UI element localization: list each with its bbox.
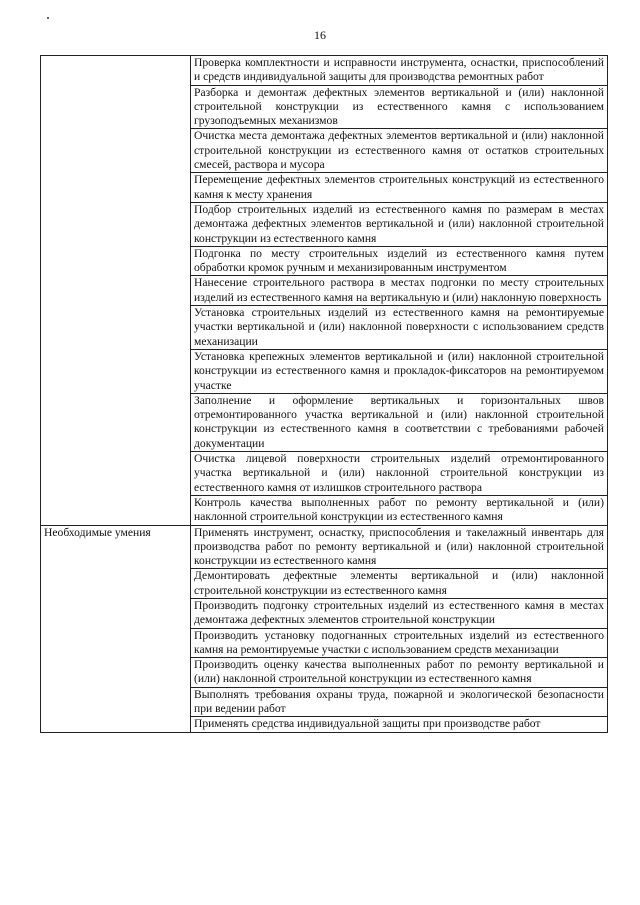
table-row: [41, 525, 608, 569]
labor-action: Заполнение и оформление вертикальных и горизонтальных швов отремонтированного участка вертикальной и (или) наклонной строительной конструкции из естественного камня в соответствии с требованиями рабочей документации: [191, 393, 608, 451]
section-label: [41, 56, 191, 526]
labor-action: Разборка и демонтаж дефектных элементов вертикальной и (или) наклонной строительной конструкции из естественного камня с использованием грузоподъемных механизмов: [191, 85, 608, 129]
labor-action: Подбор строительных изделий из естественного камня по размерам в местах демонтажа дефектных элементов вертикальной и (или) наклонной строительной конструкции из естественного камня: [191, 202, 608, 246]
labor-action: Установка крепежных элементов вертикальной и (или) наклонной строительной конструкции из естественного камня и прокладок-фиксаторов на ремонтируемом участке: [191, 349, 608, 393]
required-skill: Производить оценку качества выполненных работ по ремонту вертикальной и (или) наклонной строительной конструкции из естественного камня: [191, 658, 608, 688]
labor-action: Проверка комплектности и исправности инструмента, оснастки, приспособлений и средств индивидуальной защиты для производства ремонтных работ: [191, 56, 608, 86]
required-skill: Производить установку подогнанных строительных изделий из естественного камня на ремонтируемые участки с использованием средств механизации: [191, 628, 608, 658]
required-skill: Выполнять требования охраны труда, пожарной и экологической безопасности при ведении работ: [191, 687, 608, 717]
section-label-required-skills: Необходимые умения: [41, 525, 191, 732]
labor-action: Перемещение дефектных элементов строительных конструкций из естественного камня к месту хранения: [191, 173, 608, 203]
page-number: 16: [314, 28, 326, 42]
scan-speck: [47, 17, 49, 19]
required-skill: Производить подгонку строительных изделий из естественного камня в местах демонтажа дефектных элементов строительной конструкции: [191, 598, 608, 628]
required-skill: Применять средства индивидуальной защиты при производстве работ: [191, 717, 608, 732]
labor-action: Очистка места демонтажа дефектных элементов вертикальной и (или) наклонной строительной конструкции из естественного камня от остатков строительных смесей, раствора и мусора: [191, 129, 608, 173]
labor-action: Нанесение строительного раствора в местах подгонки по месту строительных изделий из естественного камня на вертикальную и (или) наклонную поверхность: [191, 276, 608, 306]
competency-table: [40, 55, 608, 733]
labor-action: Подгонка по месту строительных изделий из естественного камня путем обработки кромок ручным и механизированным инструментом: [191, 246, 608, 276]
required-skill: Применять инструмент, оснастку, приспособления и такелажный инвентарь для производства работ по ремонту вертикальной и (или) наклонной строительной конструкции из естественного камня: [191, 525, 608, 569]
labor-action: Установка строительных изделий из естественного камня на ремонтируемые участки вертикальной и (или) наклонной поверхности с использованием средств механизации: [191, 306, 608, 350]
table-row: [41, 56, 608, 86]
labor-action: Очистка лицевой поверхности строительных изделий отремонтированного участка вертикальной и (или) наклонной строительной конструкции из естественного камня от излишков строительного раствора: [191, 452, 608, 496]
labor-action: Контроль качества выполненных работ по ремонту вертикальной и (или) наклонной строительной конструкции из естественного камня: [191, 495, 608, 525]
required-skill: Демонтировать дефектные элементы вертикальной и (или) наклонной строительной конструкции из естественного камня: [191, 569, 608, 599]
